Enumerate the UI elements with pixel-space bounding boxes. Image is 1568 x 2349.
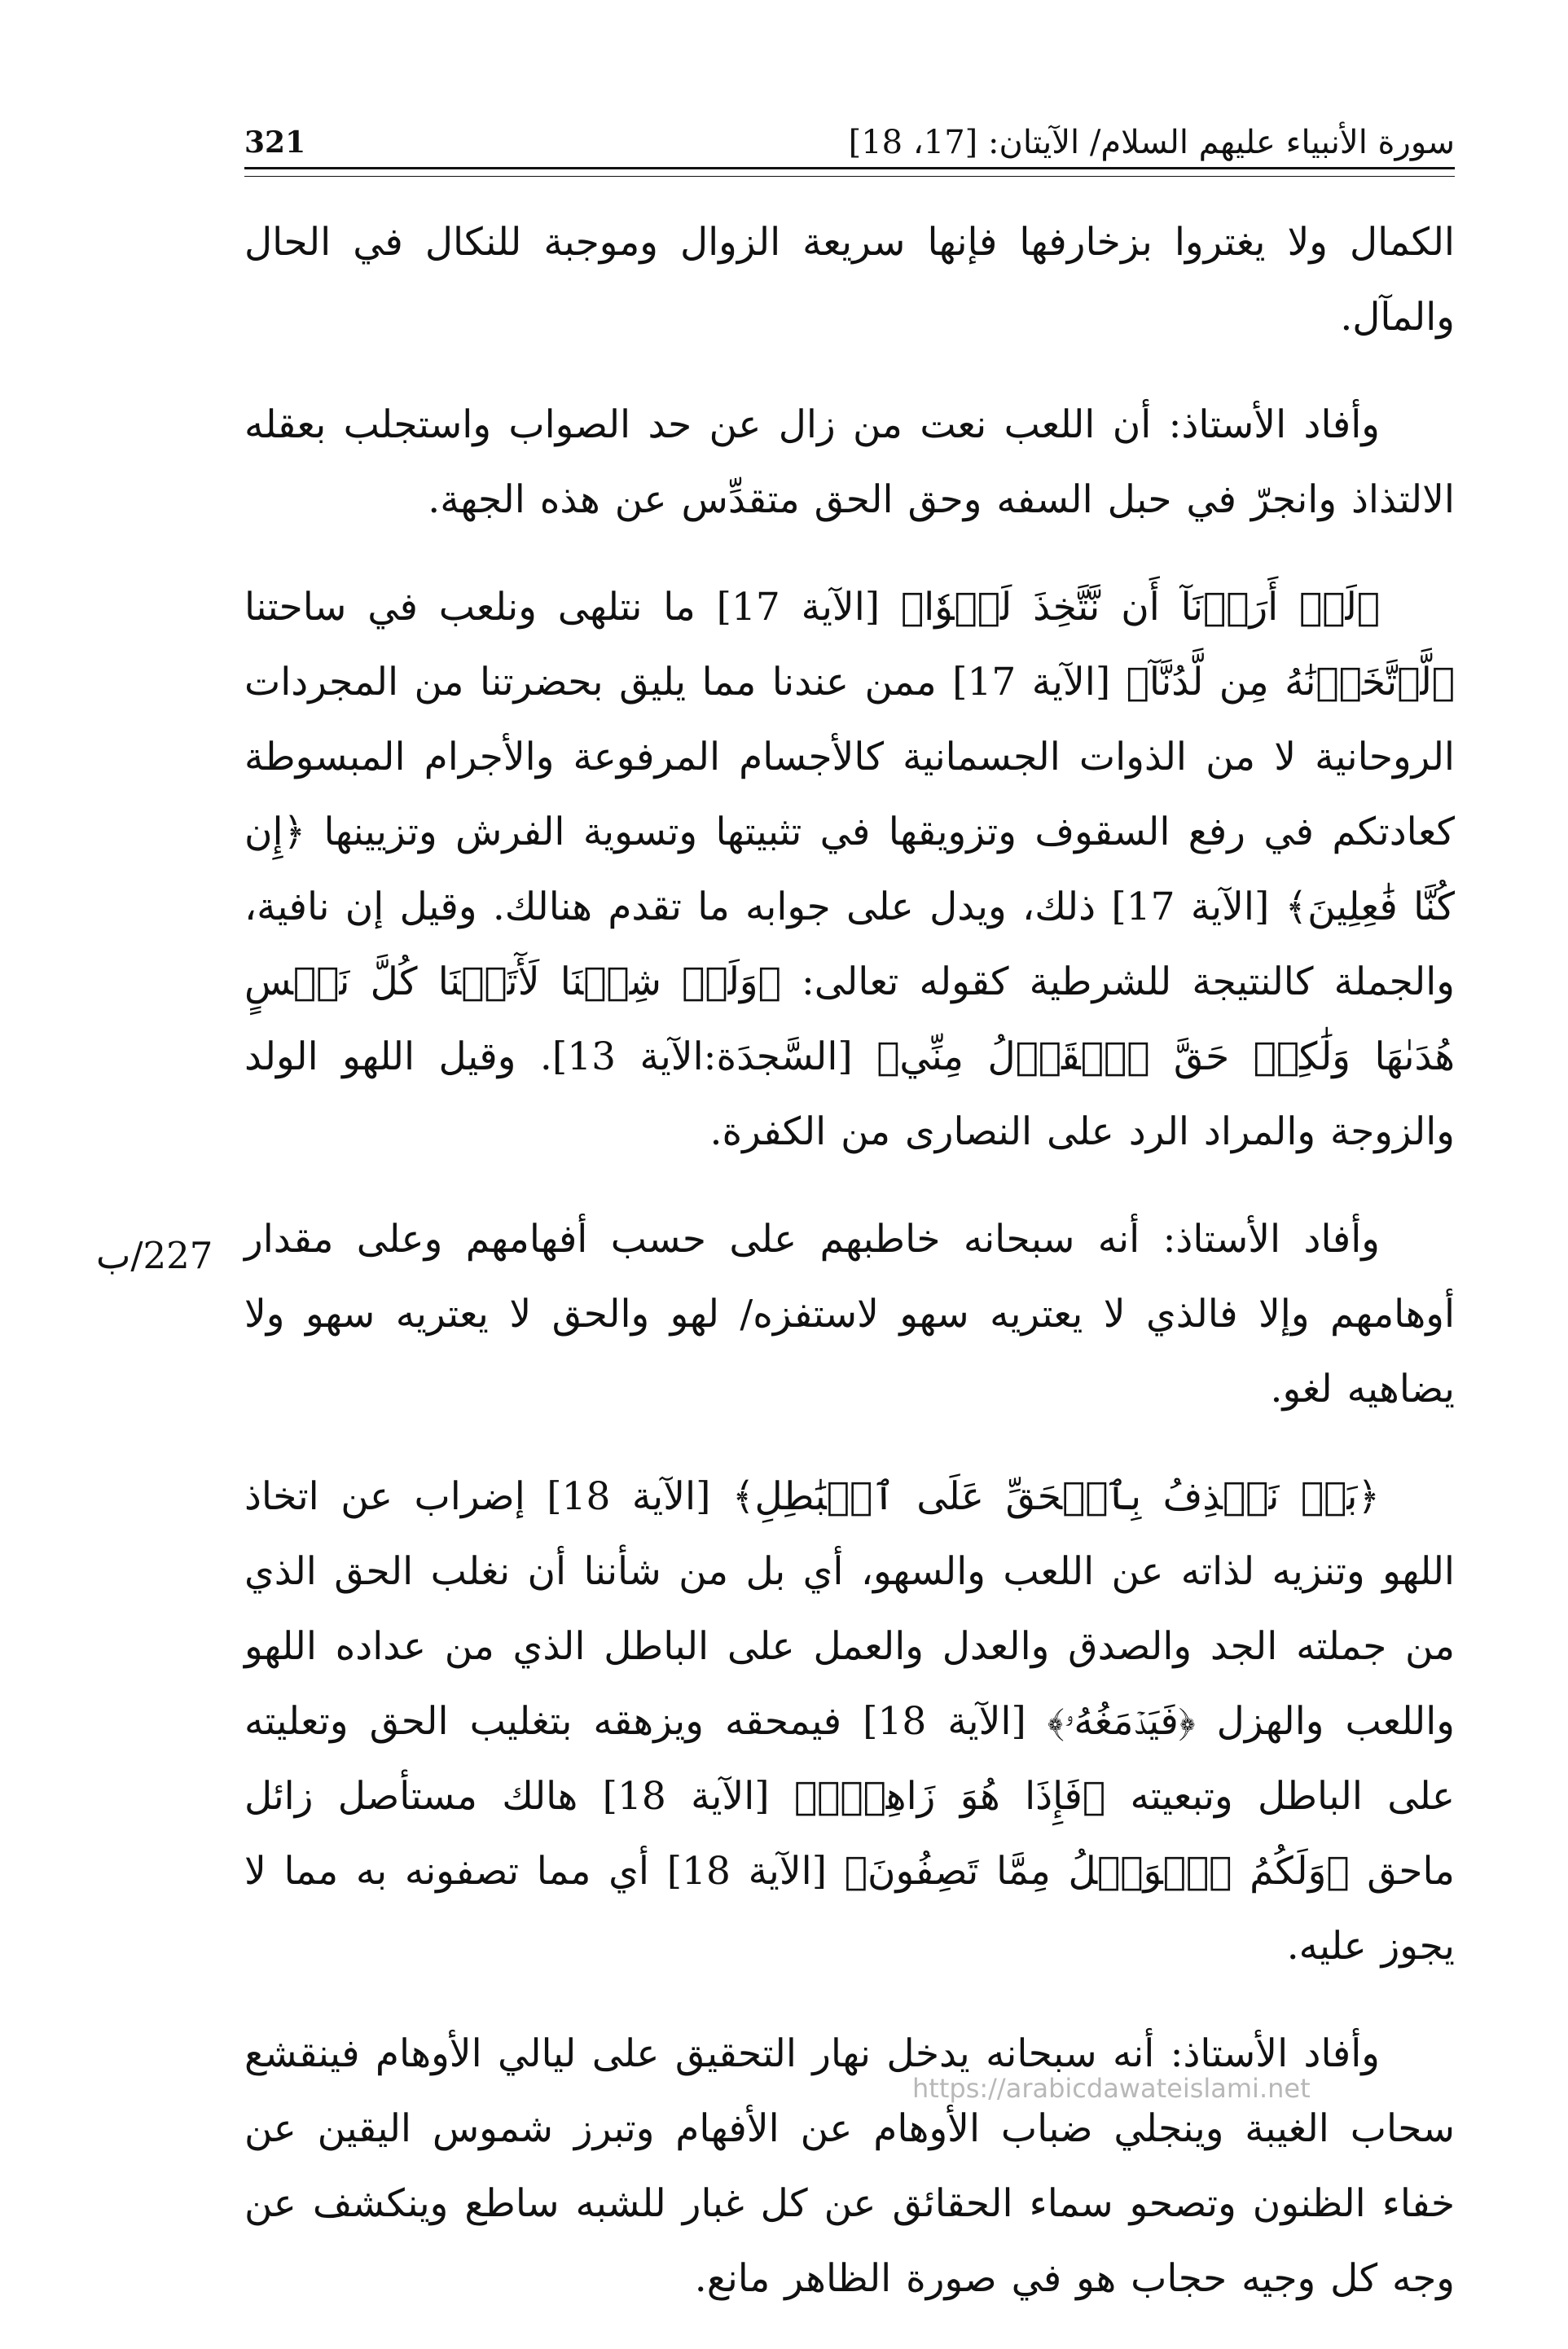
running-header — [244, 112, 1455, 163]
paragraph-5: ﴿بَلۡ نَقۡذِفُ بِٱلۡحَقِّ عَلَى ٱلۡبَٰطِلِ﴾ [الآية 18] إضراب عن اتخاذ اللهو وتنزيه لذاته عن اللعب والسهو، أي بل من شأننا أن نغلب الحق الذي من جملته الجد والصدق والعدل والعمل على الباطل الذي من عداده اللهو واللعب والهزل ﴿فَيَدۡمَغُهُۥ﴾ [الآية 18] فيمحقه ويزهقه بتغليب الحق وتعليته على الباطل وتبعيته ﴿فَإِذَا هُوَ زَاهِقٞۚ﴾ [الآية 18] هالك مستأصل زائل ماحق ﴿وَلَكُمُ ٱلۡوَيۡلُ مِمَّا تَصِفُونَ﴾ [الآية 18] أي مما تصفونه به مما لا يجوز عليه. — [244, 1474, 1456, 1969]
header-rule-thick — [244, 167, 1455, 169]
paragraph-3: ﴿لَوۡ أَرَدۡنَآ أَن نَّتَّخِذَ لَهۡوٗا﴾ [الآية 17] ما نتلهى ونلعب في ساحتنا ﴿لَّٱتَّخَذۡنَٰهُ مِن لَّدُنَّآ﴾ [الآية 17] ممن عندنا مما يليق بحضرتنا من المجردات الروحانية لا من الذوات الجسمانية كالأجسام المرفوعة والأجرام المبسوطة كعادتكم في رفع السقوف وتزويقها في تثبيتها وتسوية الفرش وتزيينها ﴿إِن كُنَّا فَٰعِلِينَ﴾ [الآية 17] ذلك، ويدل على جوابه ما تقدم هنالك. وقيل إن نافية، والجملة كالنتيجة للشرطية كقوله تعالى: ﴿وَلَوۡ شِئۡنَا لَأٓتَيۡنَا كُلَّ نَفۡسٍ هُدَىٰهَا وَلَٰكِنۡ حَقَّ ٱلۡقَوۡلُ مِنِّي﴾ [السَّجدَة:الآية 13]. وقيل اللهو الولد والزوجة والمراد الرد على النصارى من الكفرة. — [244, 585, 1455, 1154]
manuscript-folio-note: 227/ب — [96, 1234, 213, 1277]
paragraph-2: وأفاد الأستاذ: أن اللعب نعت من زال عن حد الصواب واستجلب بعقله الالتذاذ وانجرّ في حبل السفه وحق الحق متقدِّس عن هذه الجهة. — [244, 402, 1455, 522]
header-rule-thin — [244, 176, 1455, 177]
paragraph-4: وأفاد الأستاذ: أنه سبحانه خاطبهم على حسب أفهامهم وعلى مقدار أوهامهم وإلا فالذي لا يعتريه سهو لاستفزه/ لهو والحق لا يعتريه سهو ولا يضاهيه لغو. — [244, 1217, 1455, 1412]
page-number: 321 — [244, 125, 306, 160]
page-body — [244, 205, 1455, 2349]
watermark-url: https://arabicdawateislami.net — [912, 2073, 1311, 2104]
header-title: سورة الأنبياء عليهم السلام/ الآيتان: [17، 18] — [848, 124, 1455, 161]
paragraph-6: وأفاد الأستاذ: أنه سبحانه يدخل نهار التحقيق على ليالي الأوهام فينقشع سحاب الغيبة وينجلي ضباب الأوهام عن الأفهام وتبرز شموس اليقين عن خفاء الظنون وتصحو سماء الحقائق عن كل غبار للشبه ساطع وينكشف عن وجه كل وجيه حجاب هو في صورة الظاهر مانع. — [244, 2031, 1455, 2301]
paragraph-1: الكمال ولا يغتروا بزخارفها فإنها سريعة الزوال وموجبة للنكال في الحال والمآل. — [244, 220, 1455, 340]
